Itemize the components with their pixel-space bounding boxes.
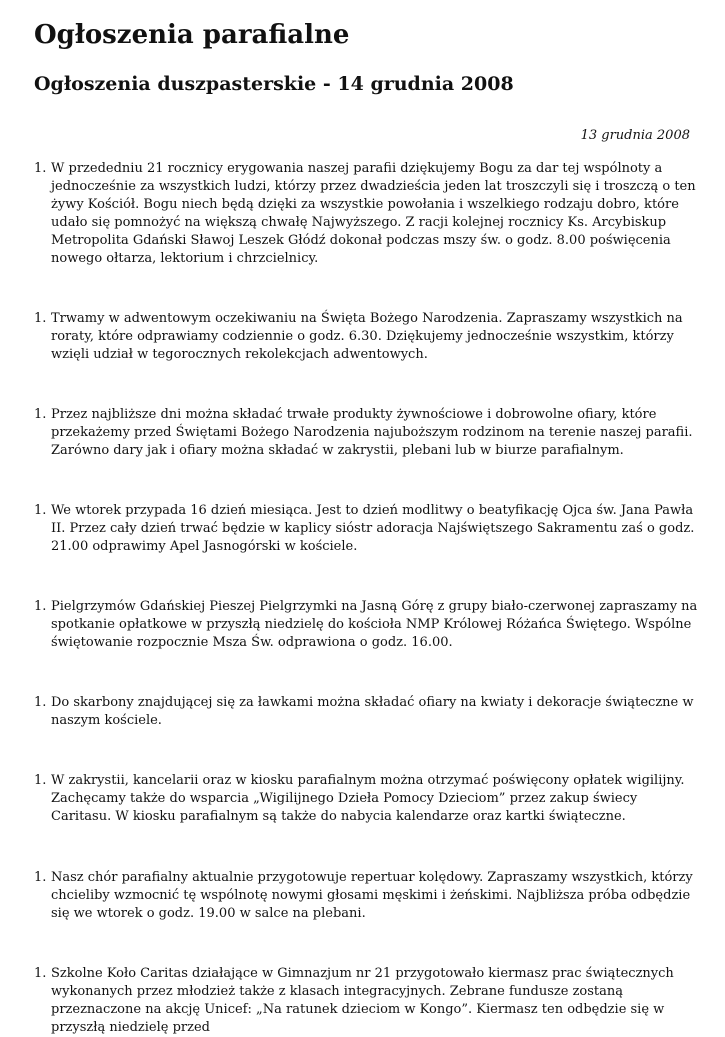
announcement-list xyxy=(34,598,699,652)
announcement-list xyxy=(34,694,699,730)
item-text: Nasz chór parafialny aktualnie przygotowuje repertuar kolędowy. Zapraszamy wszystkich, którzy chcieliby wzmocnić tę wspólnotę nowymi głosami męskimi i żeńskimi. Najbliższa próba odbędzie się we wtorek o godz. 19.00 w salce na plebani. xyxy=(51,870,693,921)
announcement-list xyxy=(34,160,699,268)
announcement-item xyxy=(34,406,699,460)
item-text: W zakrystii, kancelarii oraz w kiosku parafialnym można otrzymać poświęcony opłatek wigilijny. Zachęcamy także do wsparcia „Wigilijnego Dzieła Pomocy Dzieciom” przez zakup świecy Caritasu. W kiosku parafialnym są także do nabycia kalendarze oraz kartki świąteczne. xyxy=(51,773,685,824)
announcement-item xyxy=(34,869,699,923)
item-number: 1. xyxy=(34,870,47,885)
announcement-list xyxy=(34,406,699,460)
item-text: Przez najbliższe dni można składać trwałe produkty żywnościowe i dobrowolne ofiary, które przekażemy przed Świętami Bożego Narodzenia najuboższym rodzinom na terenie naszej parafii. Zarówno dary jak i ofiary można składać w zakrystii, plebani lub w biurze parafialnym. xyxy=(51,407,693,458)
announcement-item xyxy=(34,502,699,556)
item-text: Trwamy w adwentowym oczekiwaniu na Święta Bożego Narodzenia. Zapraszamy wszystkich na roraty, które odprawiamy codziennie o godz. 6.30. Dziękujemy jednocześnie wszystkim, którzy wzięli udział w tegorocznych rekolekcjach adwentowych. xyxy=(51,311,683,362)
announcement-list xyxy=(34,502,699,556)
announcement-date: 13 grudnia 2008 xyxy=(580,128,690,143)
page-title: Ogłoszenia parafialne xyxy=(34,20,350,50)
announcement-item xyxy=(34,772,699,826)
item-number: 1. xyxy=(34,311,47,326)
announcement-list xyxy=(34,310,699,364)
item-number: 1. xyxy=(34,161,47,176)
item-number: 1. xyxy=(34,599,47,614)
item-number: 1. xyxy=(34,695,47,710)
announcement-list xyxy=(34,965,699,1037)
item-number: 1. xyxy=(34,407,47,422)
announcement-item xyxy=(34,160,699,268)
announcement-item xyxy=(34,310,699,364)
announcement-list xyxy=(34,869,699,923)
page-subtitle: Ogłoszenia duszpasterskie - 14 grudnia 2008 xyxy=(34,73,514,95)
item-text: We wtorek przypada 16 dzień miesiąca. Jest to dzień modlitwy o beatyfikację Ojca św. Jana Pawła II. Przez cały dzień trwać będzie w kaplicy sióstr adoracja Najświętszego Sakramentu zaś o godz. 21.00 odprawimy Apel Jasnogórski w kościele. xyxy=(51,503,695,554)
item-number: 1. xyxy=(34,773,47,788)
item-text: W przededniu 21 rocznicy erygowania naszej parafii dziękujemy Bogu za dar tej wspólnoty a jednocześnie za wszystkich ludzi, którzy przez dwadzieścia jeden lat troszczyli się i troszczą o ten żywy Kościół. Bogu niech będą dzięki za wszystkie powołania i wszelkiego rodzaju dobro, które udało się pomnożyć na większą chwałę Najwyższego. Z racji kolejnej rocznicy Ks. Arcybiskup Metropolita Gdański Sławoj Leszek Głódź dokonał podczas mszy św. o godz. 8.00 poświęcenia nowego ołtarza, lektorium i chrzcielnicy. xyxy=(51,161,696,266)
item-text: Do skarbony znajdującej się za ławkami można składać ofiary na kwiaty i dekoracje świąteczne w naszym kościele. xyxy=(51,695,694,728)
announcement-list xyxy=(34,772,699,826)
item-text: Szkolne Koło Caritas działające w Gimnazjum nr 21 przygotowało kiermasz prac świątecznych wykonanych przez młodzież także z klasach integracyjnych. Zebrane fundusze zostaną przeznaczone na akcję Unicef: „Na ratunek dzieciom w Kongo”. Kiermasz ten odbędzie się w przyszłą niedzielę przed xyxy=(51,966,674,1035)
announcement-item xyxy=(34,598,699,652)
announcement-item xyxy=(34,694,699,730)
announcement-item xyxy=(34,965,699,1037)
item-number: 1. xyxy=(34,966,47,981)
item-text: Pielgrzymów Gdańskiej Pieszej Pielgrzymki na Jasną Górę z grupy biało-czerwonej zapraszamy na spotkanie opłatkowe w przyszłą niedzielę do kościoła NMP Królowej Różańca Świętego. Wspólne świętowanie rozpocznie Msza Św. odprawiona o godz. 16.00. xyxy=(51,599,698,650)
item-number: 1. xyxy=(34,503,47,518)
